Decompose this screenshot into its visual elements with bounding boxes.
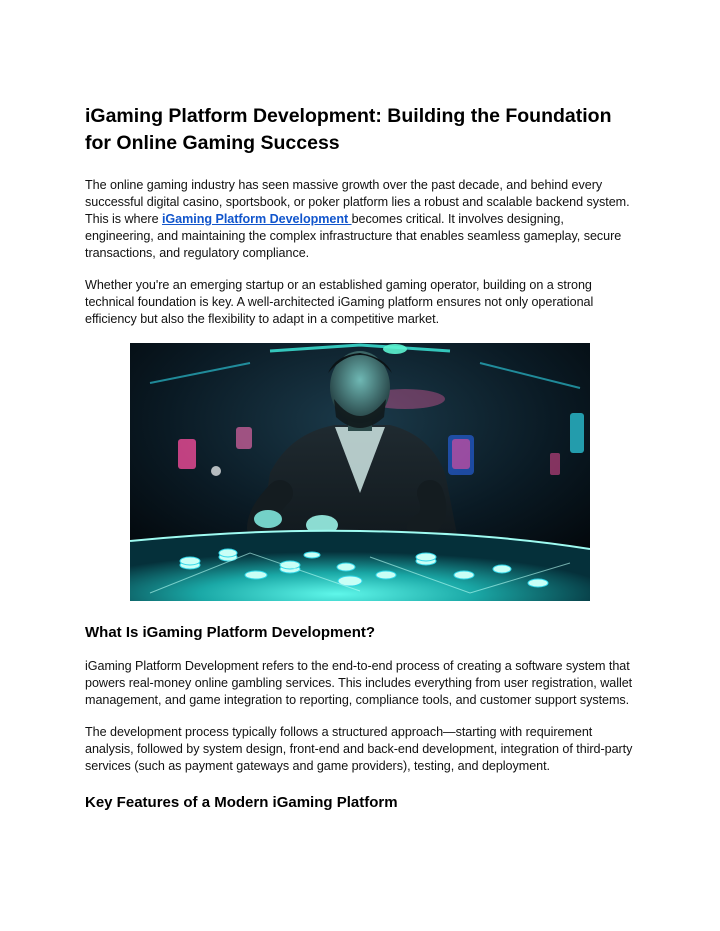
paragraph-definition: iGaming Platform Development refers to the end-to-end process of creating a software system that powers real-money online gambling services. This includes everything from user registration, wallet management, and game integration to reporting, compliance tools, and customer support systems. bbox=[85, 659, 633, 707]
intro-text-after-link: becomes critical. It involves designing, engineering, and maintaining the complex infrastructure that enables seamless gameplay, secure transactions, and regulatory compliance. bbox=[85, 212, 622, 260]
section-heading-what-is: What Is iGaming Platform Development? bbox=[85, 624, 376, 641]
intro-paragraph bbox=[85, 177, 635, 262]
intro-text-before-link: The online gaming industry has seen massive growth over the past decade, and behind every successful digital casino, sportsbook, or poker platform lies a robust and scalable backend system. This is where bbox=[85, 178, 630, 226]
document-page bbox=[85, 103, 635, 828]
igaming-platform-development-link[interactable]: iGaming Platform Development bbox=[161, 212, 352, 226]
section-heading-key-features: Key Features of a Modern iGaming Platform bbox=[85, 794, 398, 811]
page-title: iGaming Platform Development: Building the Foundation for Online Gaming Success bbox=[85, 105, 612, 154]
casino-dealer-photo bbox=[130, 343, 590, 601]
paragraph-process: The development process typically follows a structured approach—starting with requirement analysis, followed by system design, front-end and back-end development, integration of third-party services (such as payment gateways and game providers), testing, and deployment. bbox=[85, 725, 633, 773]
paragraph-startup: Whether you're an emerging startup or an established gaming operator, building on a strong technical foundation is key. A well-architected iGaming platform ensures not only operational efficiency but also the flexibility to adapt in a competitive market. bbox=[85, 278, 594, 326]
